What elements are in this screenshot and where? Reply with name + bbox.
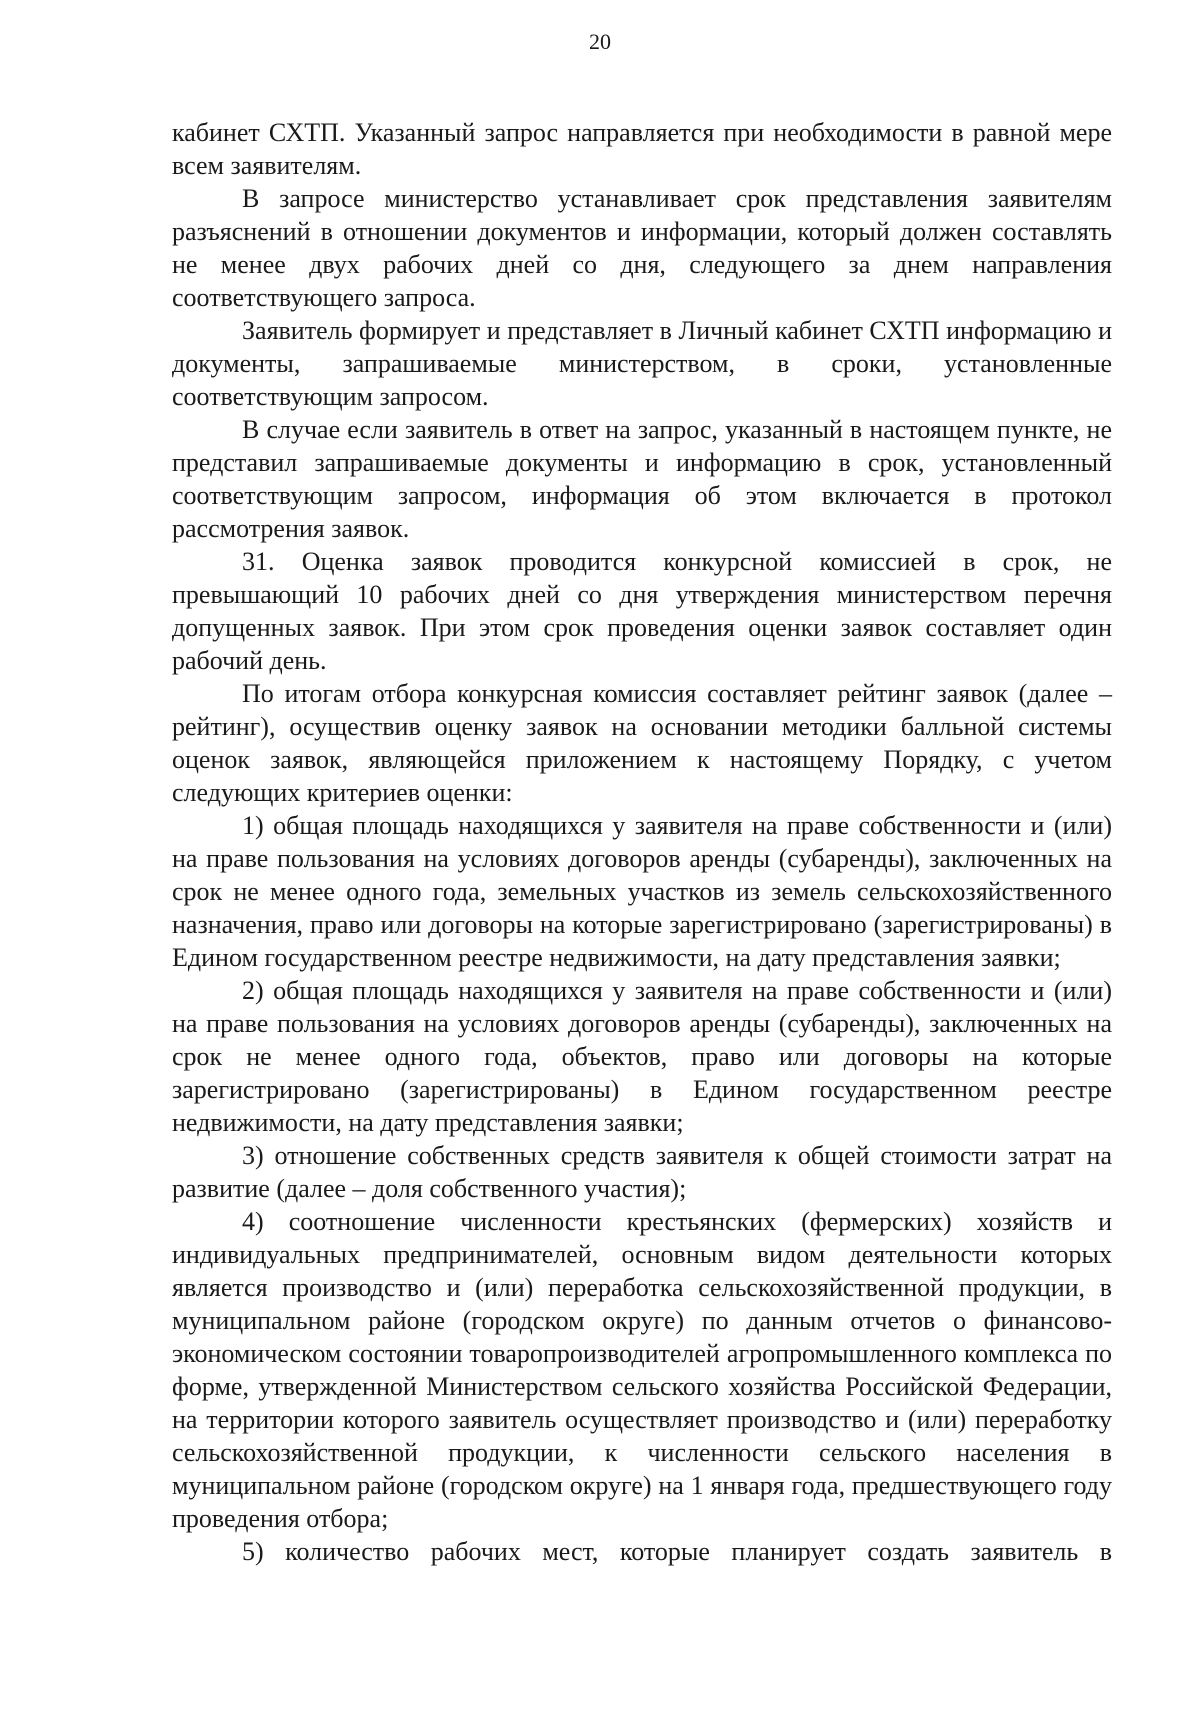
- paragraph: В запросе министерство устанавливает срок представления заявителям разъяснений в отношении документов и информации, который должен составлять не менее двух рабочих дней со дня, следующего за днем направления соответствующего запроса.: [172, 184, 1112, 312]
- list-item: 1) общая площадь находящихся у заявителя на праве собственности и (или) на праве пользования на условиях договоров аренды (субаренды), заключенных на срок не менее одного года, земельных участков из земель сельскохозяйственного назначения, право или договоры на которые зарегистрировано (зарегистрированы) в Едином государственном реестре недвижимости, на дату представления заявки;: [172, 811, 1112, 972]
- paragraph: 31. Оценка заявок проводится конкурсной комиссией в срок, не превышающий 10 рабочих дней со дня утверждения министерством перечня допущенных заявок. При этом срок проведения оценки заявок составляет один рабочий день.: [172, 547, 1112, 675]
- list-item: 2) общая площадь находящихся у заявителя на праве собственности и (или) на праве пользования на условиях договоров аренды (субаренды), заключенных на срок не менее одного года, объектов, право или договоры на которые зарегистрировано (зарегистрированы) в Едином государственном реестре недвижимости, на дату представления заявки;: [172, 976, 1112, 1137]
- list-item: 3) отношение собственных средств заявителя к общей стоимости затрат на развитие (далее – доля собственного участия);: [172, 1141, 1112, 1203]
- document-body: [172, 116, 1112, 1568]
- list-item: 4) соотношение численности крестьянских (фермерских) хозяйств и индивидуальных предпринимателей, основным видом деятельности которых является производство и (или) переработка сельскохозяйственной продукции, в муниципальном районе (городском округе) по данным отчетов о финансово-экономическом состоянии товаропроизводителей агропромышленного комплекса по форме, утвержденной Министерством сельского хозяйства Российской Федерации, на территории которого заявитель осуществляет производство и (или) переработку сельскохозяйственной продукции, к численности сельского населения в муниципальном районе (городском округе) на 1 января года, предшествующего году проведения отбора;: [172, 1207, 1112, 1533]
- list-item: 5) количество рабочих мест, которые планирует создать заявитель в: [242, 1537, 1112, 1566]
- paragraph: Заявитель формирует и представляет в Личный кабинет СХТП информацию и документы, запрашиваемые министерством, в сроки, установленные соответствующим запросом.: [172, 316, 1112, 411]
- paragraph: По итогам отбора конкурсная комиссия составляет рейтинг заявок (далее – рейтинг), осуществив оценку заявок на основании методики балльной системы оценок заявок, являющейся приложением к настоящему Порядку, с учетом следующих критериев оценки:: [172, 679, 1112, 807]
- paragraph: кабинет СХТП. Указанный запрос направляется при необходимости в равной мере всем заявителям.: [172, 118, 1112, 180]
- page-number: 20: [589, 29, 611, 54]
- paragraph: В случае если заявитель в ответ на запрос, указанный в настоящем пункте, не представил запрашиваемые документы и информацию в срок, установленный соответствующим запросом, информация об этом включается в протокол рассмотрения заявок.: [172, 415, 1112, 543]
